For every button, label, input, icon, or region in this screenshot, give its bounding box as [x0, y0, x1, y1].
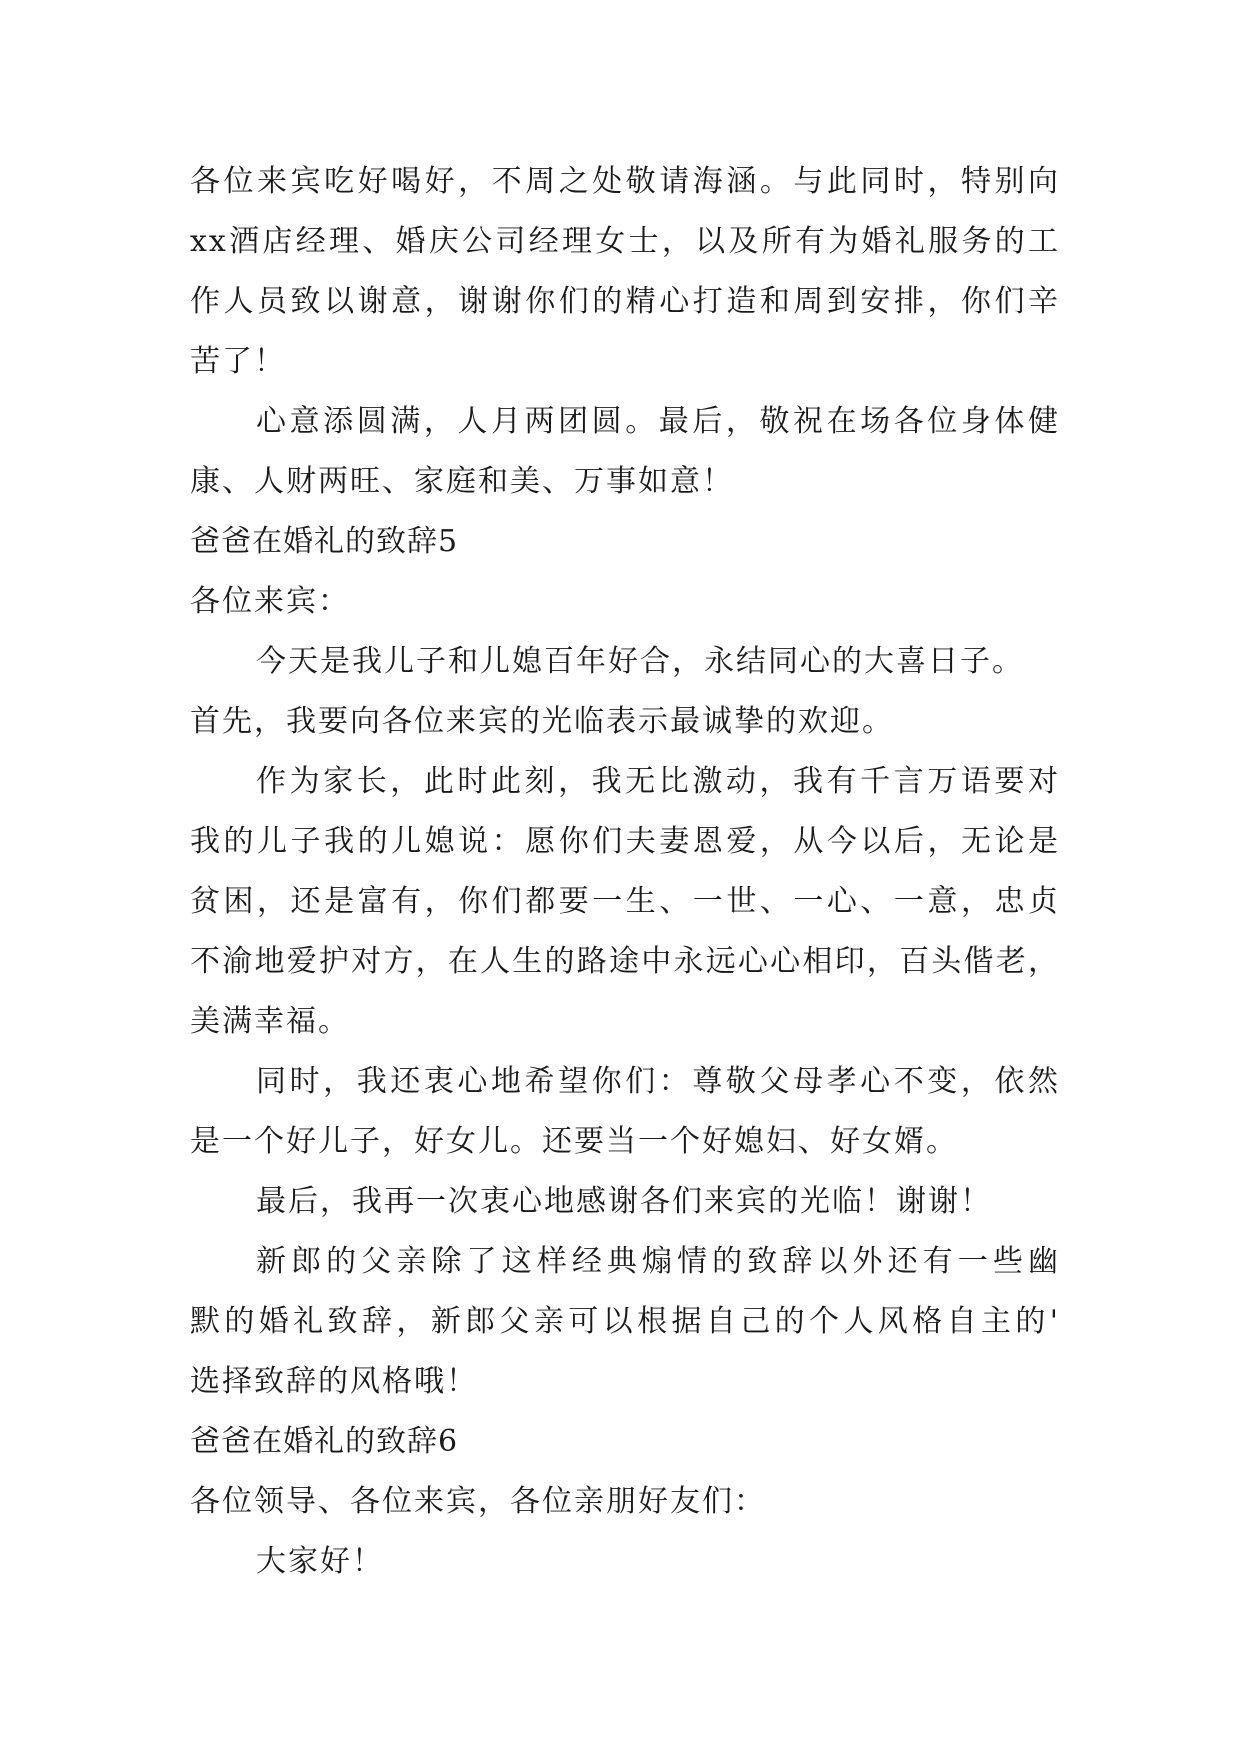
salutation: 各位来宾： [190, 584, 350, 619]
text-line: 大家好！ [256, 1544, 384, 1579]
text-line: xx酒店经理、婚庆公司经理女士，以及所有为婚礼服务的工 [190, 224, 1060, 259]
document-page [190, 152, 1060, 1592]
text-line: 新郎的父亲除了这样经典煽情的致辞以外还有一些幽 [256, 1244, 1060, 1279]
text-line: 今天是我儿子和儿媳百年好合，永结同心的大喜日子。 [256, 644, 1024, 679]
section-heading: 爸爸在婚礼的致辞6 [190, 1424, 459, 1459]
text-line: 选择致辞的风格哦！ [190, 1364, 478, 1399]
text-line: 贫困，还是富有，你们都要一生、一世、一心、一意，忠贞 [190, 884, 1060, 919]
text-line: 我的儿子我的儿媳说：愿你们夫妻恩爱，从今以后，无论是 [190, 824, 1060, 859]
text-line: 心意添圆满，人月两团圆。最后，敬祝在场各位身体健 [256, 404, 1060, 439]
text-line: 最后，我再一次衷心地感谢各们来宾的光临！谢谢！ [256, 1184, 992, 1219]
text-line: 各位来宾吃好喝好，不周之处敬请海涵。与此同时，特别向 [190, 164, 1060, 199]
text-line: 默的婚礼致辞，新郎父亲可以根据自己的个人风格自主的' [190, 1304, 1060, 1339]
text-line: 首先，我要向各位来宾的光临表示最诚挚的欢迎。 [190, 704, 894, 739]
salutation: 各位领导、各位来宾，各位亲朋好友们： [190, 1484, 766, 1519]
text-line: 是一个好儿子，好女儿。还要当一个好媳妇、好女婿。 [190, 1124, 958, 1159]
text-line: 康、人财两旺、家庭和美、万事如意！ [190, 464, 734, 499]
text-line: 苦了！ [190, 344, 286, 379]
text-line: 不渝地爱护对方，在人生的路途中永远心心相印，百头偕老， [190, 944, 1060, 979]
text-line: 作人员致以谢意，谢谢你们的精心打造和周到安排，你们辛 [190, 284, 1060, 319]
section-heading: 爸爸在婚礼的致辞5 [190, 524, 459, 559]
text-line: 美满幸福。 [190, 1004, 350, 1039]
text-line: 同时，我还衷心地希望你们：尊敬父母孝心不变，依然 [256, 1064, 1060, 1099]
text-line: 作为家长，此时此刻，我无比激动，我有千言万语要对 [256, 764, 1060, 799]
